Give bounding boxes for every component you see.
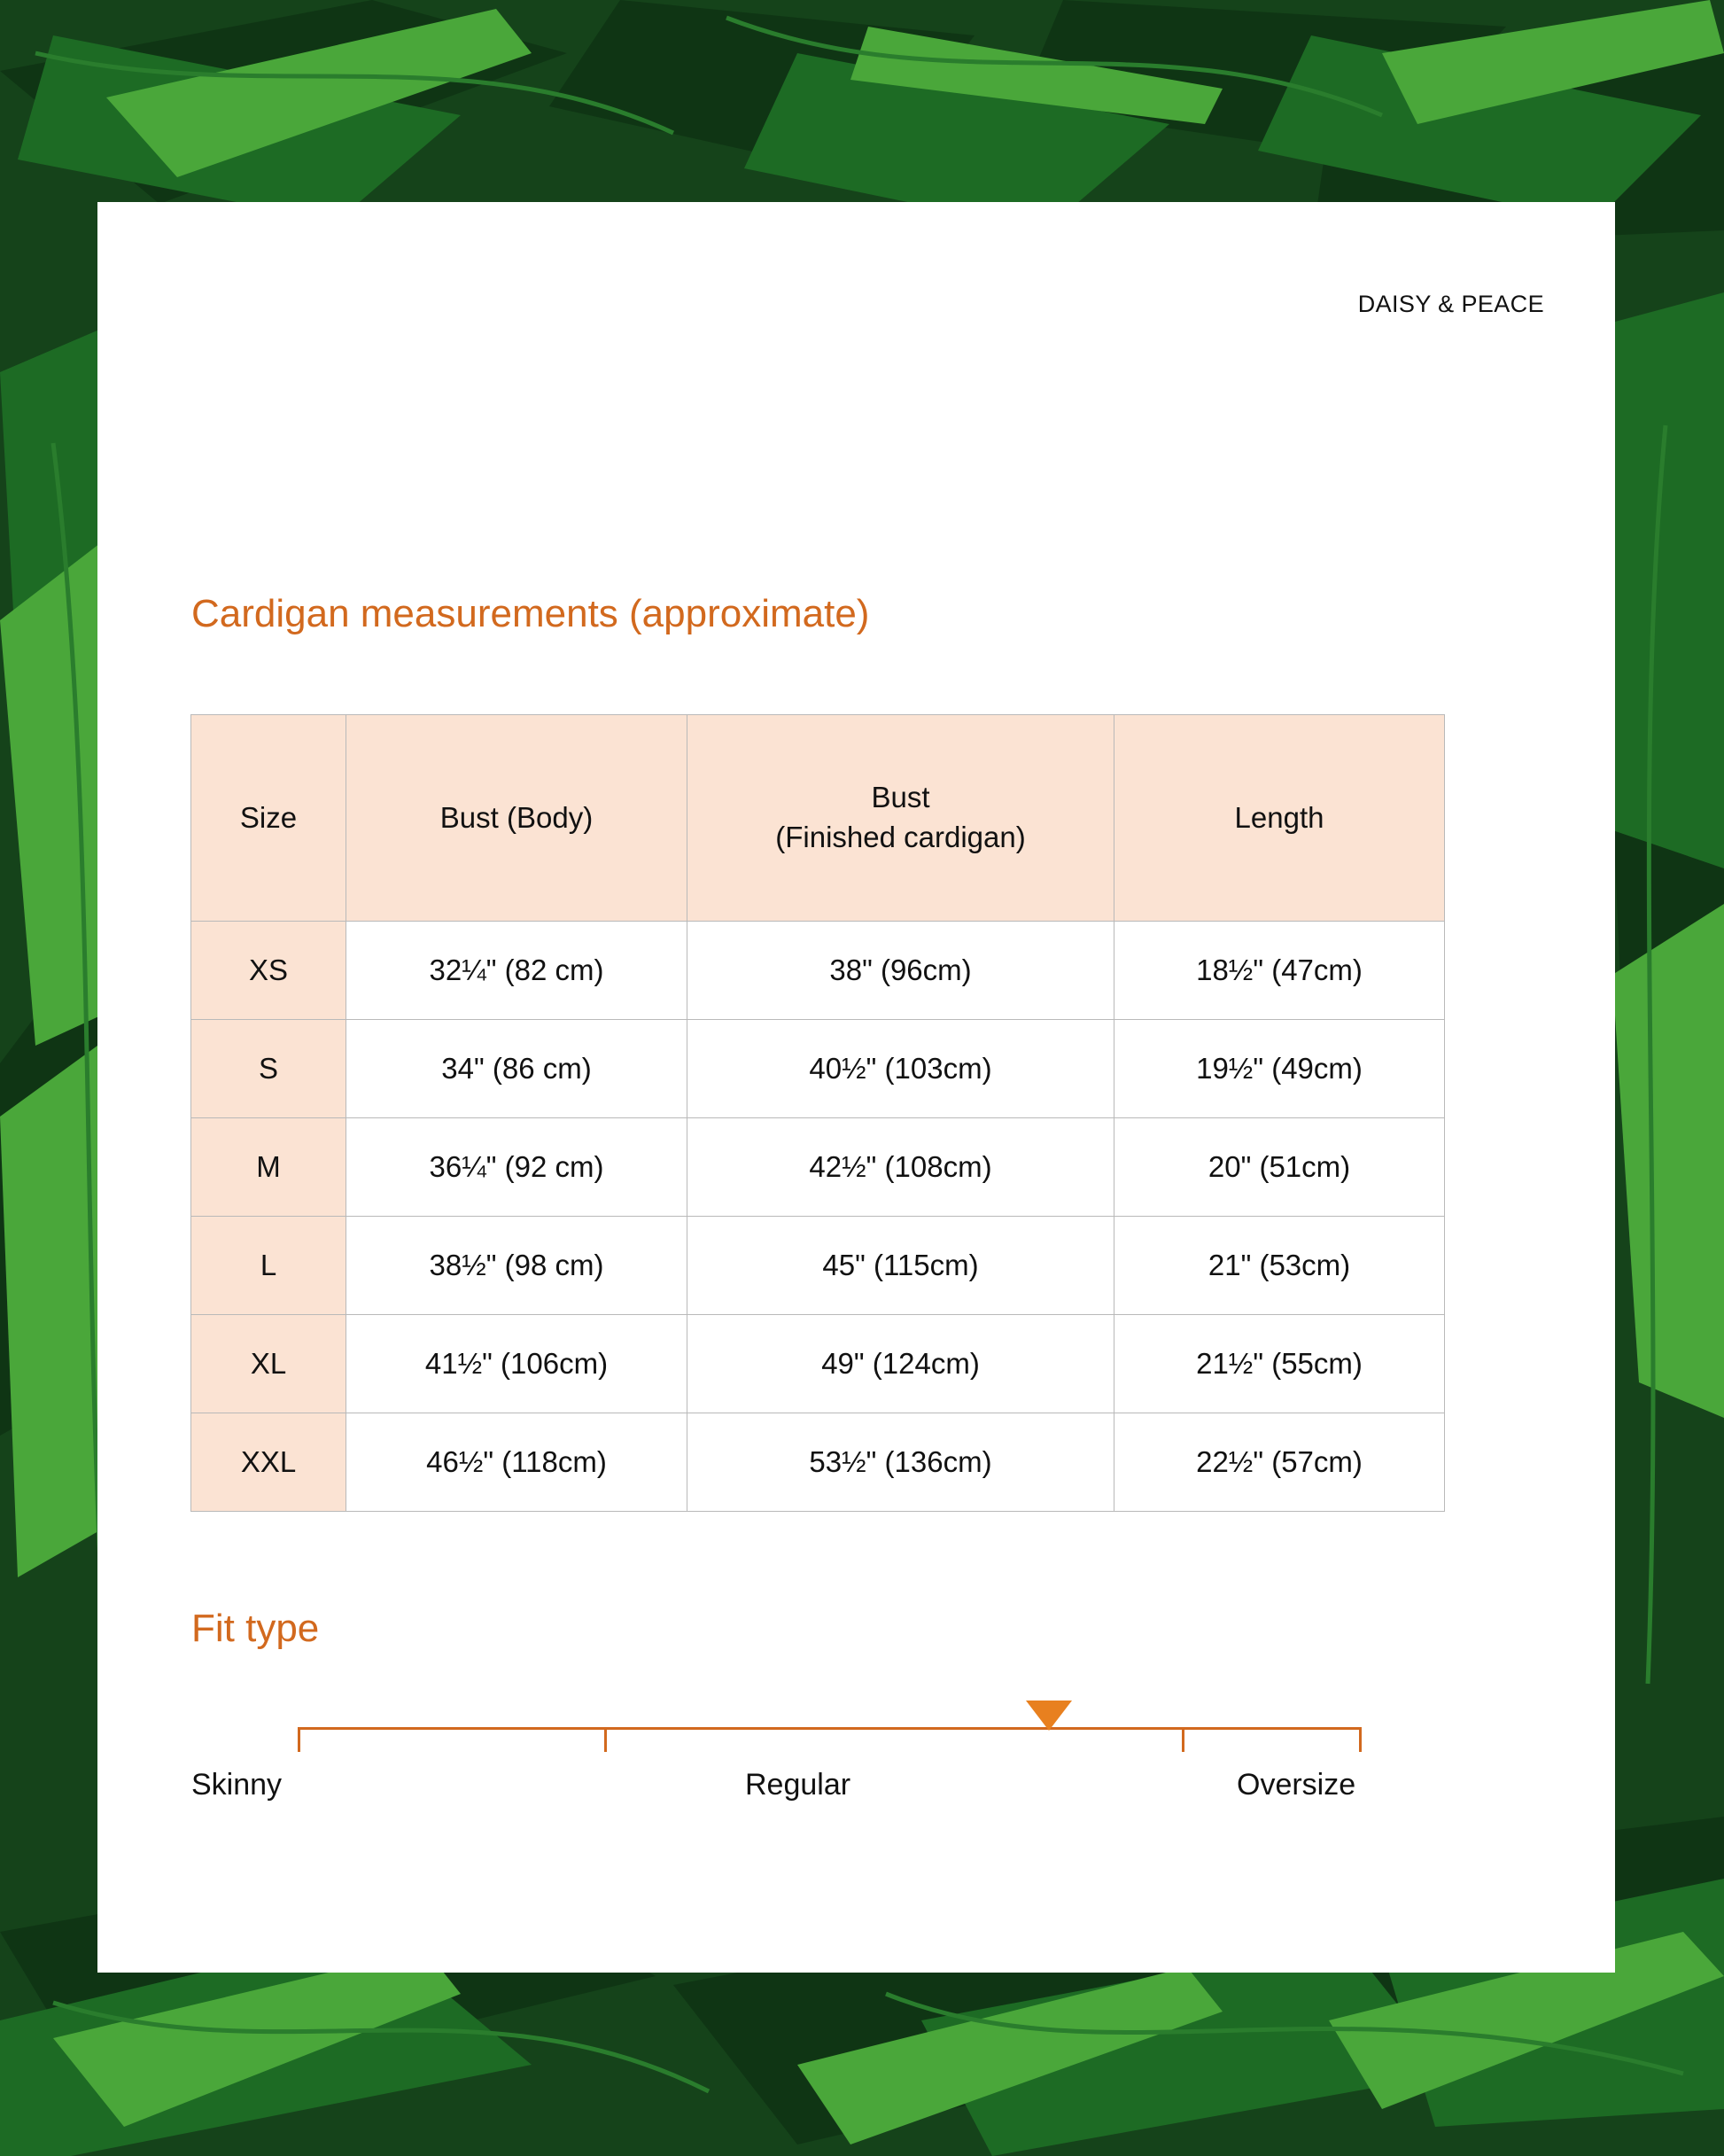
cell-bust-body: 38½" (98 cm) <box>346 1217 687 1315</box>
cell-bust-body: 46½" (118cm) <box>346 1413 687 1512</box>
table-row <box>191 1020 1445 1118</box>
cell-length: 19½" (49cm) <box>1114 1020 1445 1118</box>
cell-length: 20" (51cm) <box>1114 1118 1445 1217</box>
table-header-row <box>191 715 1445 922</box>
measurements-table <box>190 714 1445 1512</box>
cell-bust-body: 41½" (106cm) <box>346 1315 687 1413</box>
cell-bust-finished: 42½" (108cm) <box>687 1118 1114 1217</box>
cell-length: 18½" (47cm) <box>1114 922 1445 1020</box>
cell-bust-body: 32¼" (82 cm) <box>346 922 687 1020</box>
fit-type-scale <box>191 1713 1449 1855</box>
cell-bust-body: 36¼" (92 cm) <box>346 1118 687 1217</box>
cell-bust-finished: 38" (96cm) <box>687 922 1114 1020</box>
column-header-length: Length <box>1114 715 1445 922</box>
scale-tick-quarter <box>604 1727 607 1752</box>
cell-size: XS <box>191 922 346 1020</box>
scale-tick-start <box>298 1727 300 1752</box>
cell-size: S <box>191 1020 346 1118</box>
column-header-bust-finished-line1: Bust <box>871 781 930 814</box>
cell-bust-finished: 53½" (136cm) <box>687 1413 1114 1512</box>
column-header-size: Size <box>191 715 346 922</box>
document-page <box>97 202 1615 1973</box>
table-row <box>191 922 1445 1020</box>
scale-tick-three-quarter <box>1182 1727 1184 1752</box>
cell-size: XXL <box>191 1413 346 1512</box>
table-row <box>191 1315 1445 1413</box>
scale-line <box>298 1727 1361 1730</box>
cell-bust-finished: 49" (124cm) <box>687 1315 1114 1413</box>
cell-size: XL <box>191 1315 346 1413</box>
column-header-bust-finished-line2: (Finished cardigan) <box>775 821 1026 853</box>
fit-type-title: Fit type <box>191 1607 320 1650</box>
table-row <box>191 1413 1445 1512</box>
scale-label-regular: Regular <box>745 1768 851 1802</box>
page-title: Cardigan measurements (approximate) <box>191 592 870 635</box>
cell-length: 21½" (55cm) <box>1114 1315 1445 1413</box>
scale-tick-end <box>1359 1727 1362 1752</box>
column-header-bust-body: Bust (Body) <box>346 715 687 922</box>
cell-length: 22½" (57cm) <box>1114 1413 1445 1512</box>
cell-size: M <box>191 1118 346 1217</box>
cell-bust-finished: 45" (115cm) <box>687 1217 1114 1315</box>
cell-bust-finished: 40½" (103cm) <box>687 1020 1114 1118</box>
scale-label-skinny: Skinny <box>191 1768 283 1802</box>
fit-marker-regular <box>1026 1701 1072 1731</box>
cell-bust-body: 34" (86 cm) <box>346 1020 687 1118</box>
cell-length: 21" (53cm) <box>1114 1217 1445 1315</box>
table-row <box>191 1217 1445 1315</box>
column-header-bust-finished <box>687 715 1114 922</box>
brand-label: DAISY & PEACE <box>1357 291 1544 317</box>
table-row <box>191 1118 1445 1217</box>
scale-label-oversize: Oversize <box>1237 1768 1356 1802</box>
measurements-table-wrapper <box>190 714 1444 1512</box>
cell-size: L <box>191 1217 346 1315</box>
